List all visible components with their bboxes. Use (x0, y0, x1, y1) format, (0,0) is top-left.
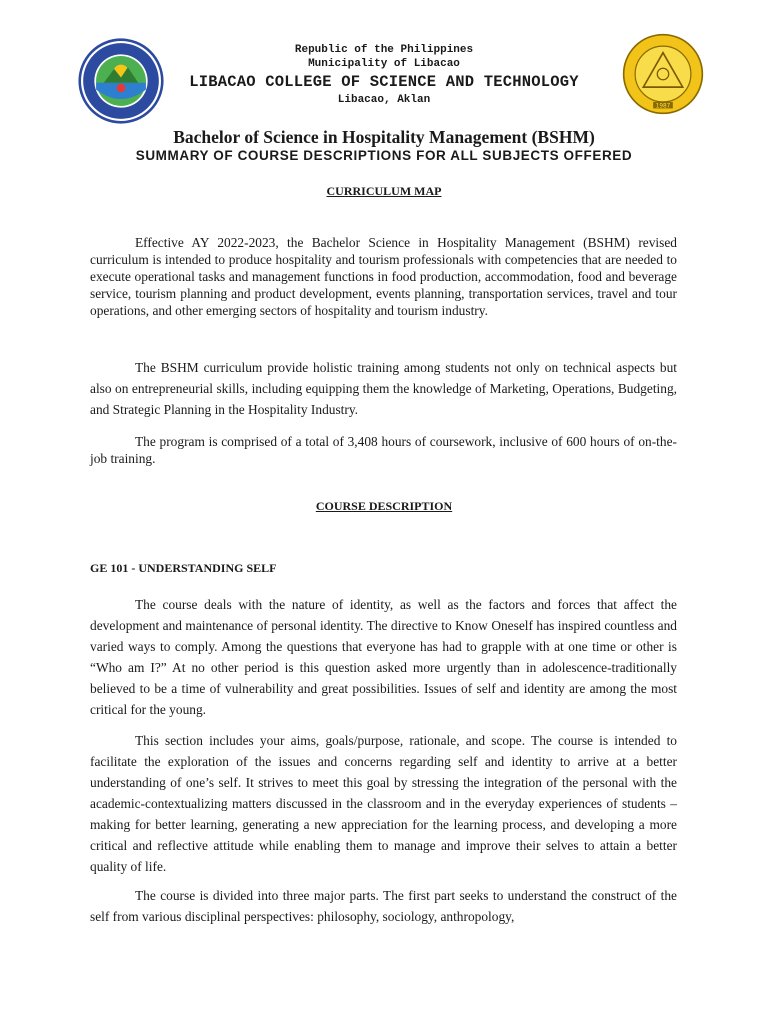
header-location: Libacao, Aklan (337, 94, 431, 106)
header-municipality: Municipality of Libacao (308, 58, 460, 70)
curriculum-paragraph: The BSHM curriculum provide holistic training among students not only on technical aspects but also on entrepreneurial skills, including equipping them the knowledge of Marketing, Operations, Budgeting, and Strategic Planning in the Hospitality Industry. (90, 360, 677, 417)
course-description-title: COURSE DESCRIPTION (315, 499, 453, 513)
curriculum-paragraph: The program is comprised of a total of 3,408 hours of coursework, inclusive of 600 hours of on-the-job training. (90, 434, 677, 466)
course-paragraph: The course is divided into three major parts. The first part seeks to understand the construct of the self from various disciplinal perspectives: philosophy, sociology, anthropology, (90, 888, 677, 924)
header-republic: Republic of the Philippines (294, 44, 474, 56)
header-college-name: LIBACAO COLLEGE OF SCIENCE AND TECHNOLOGY (189, 73, 579, 91)
course-paragraph: The course deals with the nature of identity, as well as the factors and forces that affect the development and maintenance of personal identity. The directive to Know Oneself has inspired countless and varied ways to comply. Among the questions that everyone has had to grapple with at one time or other is “Who am I?” At no other period is this question asked more urgently than in adolescence-traditionally believed to be a time of vulnerability and great possibilities. Issues of self and identity are among the most critical for the young. (90, 597, 677, 717)
program-title: Bachelor of Science in Hospitality Management (BSHM) (173, 127, 595, 147)
summary-title: SUMMARY OF COURSE DESCRIPTIONS FOR ALL SUBJECTS OFFERED (135, 148, 633, 163)
course-paragraph: This section includes your aims, goals/purpose, rationale, and scope. The course is intended to facilitate the exploration of the issues and concerns regarding self and identity to arrive at a better understanding of one’s self. It strives to meet this goal by stressing the integration of the personal with the academic-contextualizing matters discussed in the classroom and in the everyday experiences of students – making for better learning, generating a new appreciation for the learning process, and developing a more critical and reflective attitude while enabling them to manage and improve their selves to attain a better quality of life. (90, 733, 677, 874)
svg-text:1987: 1987 (655, 103, 671, 110)
curriculum-paragraph: Effective AY 2022-2023, the Bachelor Science in Hospitality Management (BSHM) revised curriculum is intended to produce hospitality and tourism professionals with competencies that are needed to execute operational tasks and management functions in food production, accommodation, food and beverage service, tourism planning and product development, events planning, transportation services, travel and tour operations, and other emerging sectors of hospitality and tourism industry. (90, 235, 677, 318)
curriculum-map-title: CURRICULUM MAP (326, 184, 442, 198)
subject-title: GE 101 - UNDERSTANDING SELF (90, 561, 277, 575)
